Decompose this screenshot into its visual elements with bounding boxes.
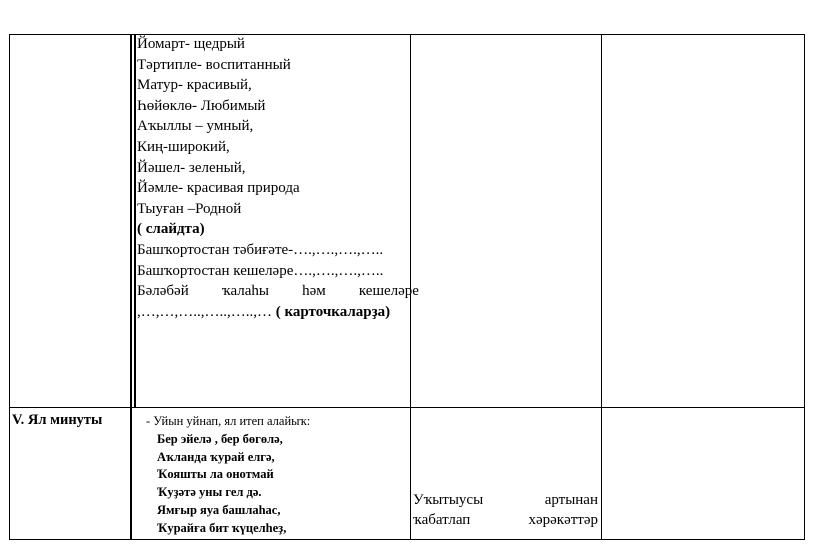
teacher-word: Уҡытыусы [413,492,484,508]
teacher-word: хәрәкәттәр [528,512,598,528]
teacher-word: артынан [544,492,598,508]
task-word: кешеләре [358,283,419,300]
game-intro: - Уйын уйнап, ял итеп алайыҡ: [146,414,311,428]
poem-line: Ямғыр яуа башлаһас, [157,502,281,517]
poem-line: Ҡурайға бит ҡүцелһеҙ, [157,520,287,535]
table-bottom-border [9,539,805,540]
vocab-line: Йәмле- красивая природа [137,180,300,197]
task-line-cards [137,302,419,323]
vocab-line: Тәртипле- воспитанный [137,56,291,73]
vocab-line: Матур- красивый, [137,77,252,94]
poem [146,431,310,538]
row2-content-cell [146,413,310,538]
poem-line: Аҡланда ҡурай елгә, [157,449,275,464]
row-divider [9,407,805,408]
poem-line: Ҡуҙәтә уны гел дә. [157,485,262,500]
task-line: Башҡортостан кешеләре….,….,….,….. [137,262,384,279]
vocab-line: Йәшел- зеленый, [137,159,246,176]
row1-content-cell [137,34,419,322]
column-divider-1b [134,34,136,408]
task-word: Бәләбәй [137,283,189,300]
column-divider-3 [601,34,602,540]
poem-line: Бер эйелә , бер бөгөлә, [157,431,283,446]
task-line: Башҡортостан тәбиғәте-….,….,….,….. [137,241,384,258]
section-title: V. Ял минуты [12,412,103,428]
teacher-word: ҡабатлап [413,512,471,528]
vocab-line: Киң-широкий, [137,138,230,155]
table-right-border [804,34,805,540]
vocab-line: Тыуған –Родной [137,200,242,217]
teacher-line [413,510,598,530]
vocab-line: Йомарт- щедрый [137,36,245,52]
task-line-justified [137,281,419,302]
cards-note: ( карточкаларҙа) [275,303,391,320]
task-word: һәм [302,283,326,300]
slide-note: ( слайдта) [137,221,205,238]
table-left-border [9,34,10,540]
task-word: ҡалаһы [221,283,269,300]
vocab-line: Аҡыллы – умный, [137,118,254,135]
vocab-line: Һөйөклө- Любимый [137,97,266,114]
teacher-line [413,490,598,510]
poem-line: Ҡояшты ла онотмай [157,467,274,482]
column-divider-1 [130,34,132,540]
teacher-activity-cell [413,490,598,530]
task-dots: ,…,…,…..,…..,…..,… [137,303,272,320]
